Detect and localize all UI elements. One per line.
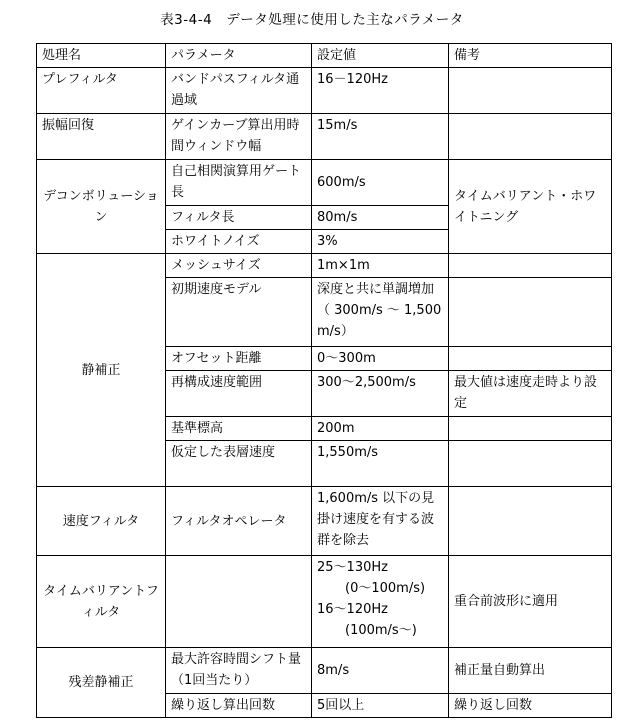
- parameter-cell: オフセット距離: [166, 347, 312, 371]
- table-row: [37, 68, 612, 114]
- process-name-cell: タイムバリアントフィルタ: [37, 556, 166, 648]
- value-cell: 0～300m: [312, 347, 449, 371]
- header-process-name: 処理名: [37, 44, 166, 68]
- remarks-cell: 最大値は速度走時より設定: [449, 371, 612, 417]
- value-cell: 600m/s: [312, 160, 449, 206]
- value-line: 16～120Hz: [317, 602, 388, 617]
- table-row: [37, 114, 612, 160]
- remarks-cell: 重合前波形に適用: [449, 556, 612, 648]
- value-cell: 8m/s: [312, 648, 449, 694]
- table-title: 表3-4-4 データ処理に使用した主なパラメータ: [160, 12, 464, 28]
- process-name-cell: デコンボリューション: [37, 160, 166, 254]
- value-cell: 1,550m/s: [312, 441, 449, 487]
- value-line: (0～100m/s): [345, 581, 426, 596]
- value-line: (100m/s～): [345, 623, 417, 638]
- remarks-cell: [449, 417, 612, 441]
- parameter-cell: 初期速度モデル: [166, 278, 312, 347]
- parameter-cell: 最大許容時間シフト量（1回当たり）: [166, 648, 312, 694]
- value-cell: 1,600m/s 以下の見掛け速度を有する波群を除去: [312, 487, 449, 556]
- parameter-cell: バンドパスフィルタ通過域: [166, 68, 312, 114]
- table-row: [37, 254, 612, 278]
- parameter-cell: メッシュサイズ: [166, 254, 312, 278]
- header-remarks: 備考: [449, 44, 612, 68]
- process-name-cell: 振幅回復: [37, 114, 166, 160]
- parameter-cell: 仮定した表層速度: [166, 441, 312, 487]
- value-cell: 300～2,500m/s: [312, 371, 449, 417]
- remarks-cell: タイムバリアント・ホワイトニング: [449, 160, 612, 254]
- process-name-cell: プレフィルタ: [37, 68, 166, 114]
- process-name-cell: 速度フィルタ: [37, 487, 166, 556]
- parameter-cell: [166, 556, 312, 648]
- value-cell: [312, 556, 449, 648]
- process-name-cell: 残差静補正: [37, 648, 166, 718]
- remarks-cell: [449, 487, 612, 556]
- parameter-cell: 再構成速度範囲: [166, 371, 312, 417]
- remarks-cell: [449, 68, 612, 114]
- table-row: [37, 648, 612, 694]
- parameter-cell: 基準標高: [166, 417, 312, 441]
- parameter-cell: 繰り返し算出回数: [166, 694, 312, 718]
- value-cell: 80m/s: [312, 206, 449, 230]
- remarks-cell: 補正量自動算出: [449, 648, 612, 694]
- remarks-cell: 繰り返し回数: [449, 694, 612, 718]
- parameter-cell: ゲインカーブ算出用時間ウィンドウ幅: [166, 114, 312, 160]
- remarks-cell: [449, 347, 612, 371]
- value-cell: 1m×1m: [312, 254, 449, 278]
- value-cell: 深度と共に単調増加（ 300m/s ～ 1,500m/s）: [312, 278, 449, 347]
- value-line: 25～130Hz: [317, 560, 388, 575]
- parameter-cell: ホワイトノイズ: [166, 230, 312, 254]
- header-setting-value: 設定値: [312, 44, 449, 68]
- value-cell: 3%: [312, 230, 449, 254]
- header-parameter: パラメータ: [166, 44, 312, 68]
- value-cell: 16－120Hz: [312, 68, 449, 114]
- parameter-cell: フィルタオペレータ: [166, 487, 312, 556]
- table-row: [37, 556, 612, 648]
- value-cell: 15m/s: [312, 114, 449, 160]
- parameter-cell: 自己相関演算用ゲート長: [166, 160, 312, 206]
- remarks-cell: [449, 441, 612, 487]
- process-name-cell: 静補正: [37, 254, 166, 487]
- value-cell: 5回以上: [312, 694, 449, 718]
- value-cell: 200m: [312, 417, 449, 441]
- parameter-cell: フィルタ長: [166, 206, 312, 230]
- remarks-cell: [449, 278, 612, 347]
- table-row: [37, 487, 612, 556]
- remarks-cell: [449, 114, 612, 160]
- header-row: [37, 44, 612, 68]
- parameter-table: [36, 43, 612, 718]
- table-row: [37, 160, 612, 206]
- remarks-cell: [449, 254, 612, 278]
